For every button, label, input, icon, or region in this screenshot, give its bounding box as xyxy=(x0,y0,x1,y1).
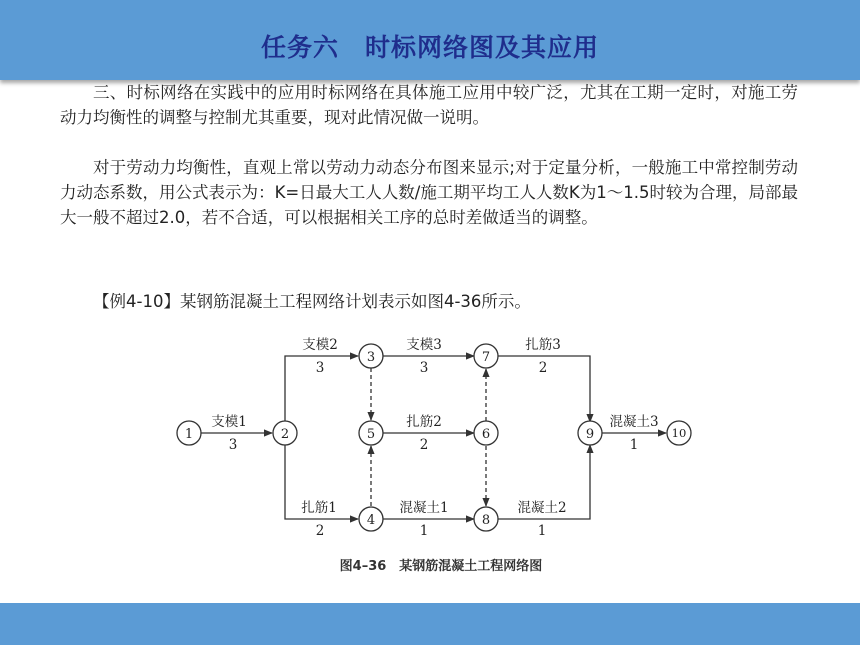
node-3 xyxy=(359,344,383,368)
svg-text:5: 5 xyxy=(366,427,376,442)
node-10 xyxy=(667,421,691,445)
svg-text:1: 1 xyxy=(184,427,194,442)
svg-text:10: 10 xyxy=(671,426,687,440)
activity-duration: 2 xyxy=(419,437,429,453)
svg-text:4: 4 xyxy=(366,513,376,528)
node-8 xyxy=(474,507,498,531)
activity-name: 混凝土1 xyxy=(399,500,449,516)
activity-name: 混凝土3 xyxy=(609,414,659,430)
svg-text:9: 9 xyxy=(585,427,595,442)
node-4 xyxy=(359,507,383,531)
activity-name: 支模3 xyxy=(406,337,442,353)
svg-text:6: 6 xyxy=(481,427,491,442)
svg-text:8: 8 xyxy=(481,513,491,528)
node-9 xyxy=(578,421,602,445)
activity-duration: 2 xyxy=(315,523,325,539)
activity-duration: 3 xyxy=(315,360,325,376)
activity-duration: 1 xyxy=(537,523,547,539)
svg-text:2: 2 xyxy=(280,427,290,442)
node-2 xyxy=(273,421,297,445)
activity-duration: 1 xyxy=(629,437,639,453)
footer-bar xyxy=(0,603,860,645)
node-1 xyxy=(177,421,201,445)
paragraph-example: 【例4-10】某钢筋混凝土工程网络计划表示如图4-36所示。 xyxy=(93,292,531,311)
paragraph-labor-balance: 对于劳动力均衡性，直观上常以劳动力动态分布图来显示;对于定量分析，一般施工中常控制劳动力动态系数，用公式表示为：K=日最大工人人数/施工期平均工人人数K为1～1.5时较为合理，局部最大一般不超过2.0，若不合适，可以根据相关工序的总时差做适当的调整。 xyxy=(60,158,798,227)
activity-name: 支模1 xyxy=(211,414,247,430)
activity-duration: 1 xyxy=(419,523,429,539)
node-6 xyxy=(474,421,498,445)
activity-name: 支模2 xyxy=(302,337,338,353)
figure-caption: 图4–36 某钢筋混凝土工程网络图 xyxy=(339,559,543,574)
node-5 xyxy=(359,421,383,445)
svg-text:3: 3 xyxy=(366,350,376,365)
activity-name: 扎筋3 xyxy=(525,337,561,353)
paragraph-intro: 三、时标网络在实践中的应用时标网络在具体施工应用中较广泛，尤其在工期一定时，对施工劳动力均衡性的调整与控制尤其重要，现对此情况做一说明。 xyxy=(60,83,798,127)
activity-duration: 2 xyxy=(538,360,548,376)
activity-duration: 3 xyxy=(228,437,238,453)
activity-duration: 3 xyxy=(419,360,429,376)
svg-text:7: 7 xyxy=(481,350,491,365)
page-title: 任务六 时标网络图及其应用 xyxy=(260,33,599,62)
activity-name: 扎筋2 xyxy=(406,414,442,430)
activity-name: 扎筋1 xyxy=(301,500,337,516)
node-7 xyxy=(474,344,498,368)
activity-name: 混凝土2 xyxy=(517,500,567,516)
dummy-arrows xyxy=(371,368,486,506)
